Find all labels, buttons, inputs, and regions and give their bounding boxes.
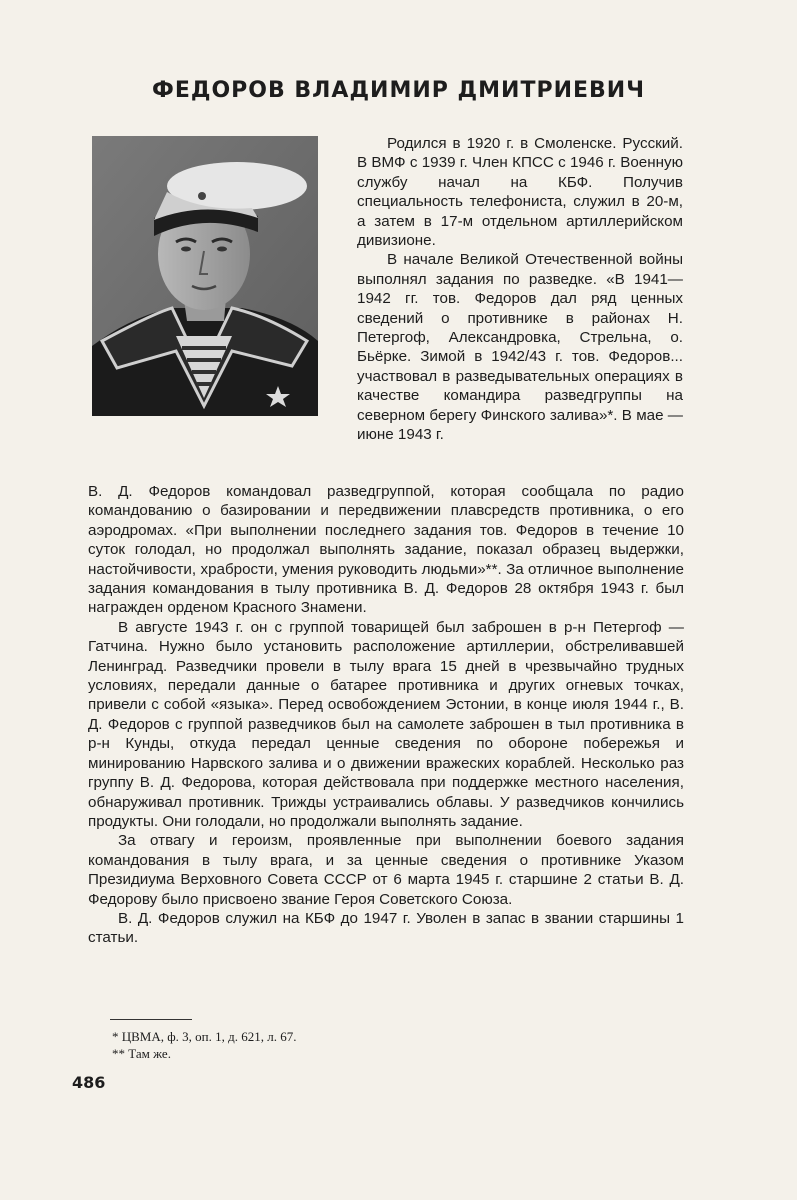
page-number: 486	[72, 1073, 106, 1092]
footnote-2: ** Там же.	[112, 1046, 171, 1061]
portrait-sailor-icon	[92, 136, 318, 416]
paragraph-discharge: В. Д. Федоров служил на КБФ до 1947 г. Уволен в запас в звании старшины 1 статьи.	[88, 909, 684, 947]
full-width-text	[88, 482, 684, 948]
footnotes	[112, 1028, 297, 1062]
right-column-text	[357, 134, 683, 445]
page-title: ФЕДОРОВ ВЛАДИМИР ДМИТРИЕВИЧ	[152, 78, 645, 103]
paragraph-birth: Родился в 1920 г. в Смоленске. Русский. В ВМФ с 1939 г. Член КПСС с 1946 г. Военную службу начал на КБФ. Получив специальность телефониста, служил в 20-м, а затем в 17-м отдельном артиллерийском дивизионе.	[357, 135, 683, 250]
paragraph-august-1943: В августе 1943 г. он с группой товарищей был заброшен в р-н Петергоф — Гатчина. Нужно было установить расположение артиллерии, обстреливавшей Ленинград. Разведчики провели в тылу врага 15 дней в чрезвычайно трудных условиях, передали данные о батарее противника и других огневых точках, привели с собой «языка». Перед освобождением Эстонии, в конце июля 1944 г., В. Д. Федоров с группой разведчиков был на самолете заброшен в тыл противника в р-н Кунды, откуда передал ценные сведения по обороне побережья и минированию Нарвского залива и о движении вражеских кораблей. Несколько раз группу В. Д. Федорова, которая действовала при поддержке местного населения, обнаруживал противник. Трижды устраивались облавы. У разведчиков кончились продукты. Они голодали, но продолжали выполнять задание.	[88, 618, 684, 830]
portrait-photo	[92, 136, 318, 416]
paragraph-continuation: В. Д. Федоров командовал разведгруппой, которая сообщала по радио командованию о базировании и передвижении плавсредств противника, о его аэродромах. «При выполнении последнего задания тов. Федоров в течение 10 суток голодал, но продолжал выполнять задание, показал образец выдержки, настойчивости, храбрости, умения руководить людьми»**. За отличное выполнение задания командования в тылу противника В. Д. Федоров 28 октября 1943 г. был награжден орденом Красного Знамени.	[88, 483, 684, 617]
footnote-divider	[110, 1019, 192, 1020]
paragraph-war-start: В начале Великой Отечественной войны выполнял задания по разведке. «В 1941—1942 гг. тов. Федоров дал ряд ценных сведений о противнике в районах Н. Петергоф, Александровка, Стрельна, о. Бьёрке. Зимой в 1942/43 г. тов. Федоров... участвовал в разведывательных операциях в качестве командира разведгруппы на северном берегу Финского залива»*. В мае — июне 1943 г.	[357, 251, 683, 444]
paragraph-hero-award: За отвагу и героизм, проявленные при выполнении боевого задания командования в тылу врага, и за ценные сведения о противнике Указом Президиума Верховного Совета СССР от 6 марта 1945 г. старшине 2 статьи В. Д. Федорову было присвоено звание Героя Советского Союза.	[88, 832, 684, 908]
footnote-1: * ЦВМА, ф. 3, оп. 1, д. 621, л. 67.	[112, 1029, 297, 1044]
